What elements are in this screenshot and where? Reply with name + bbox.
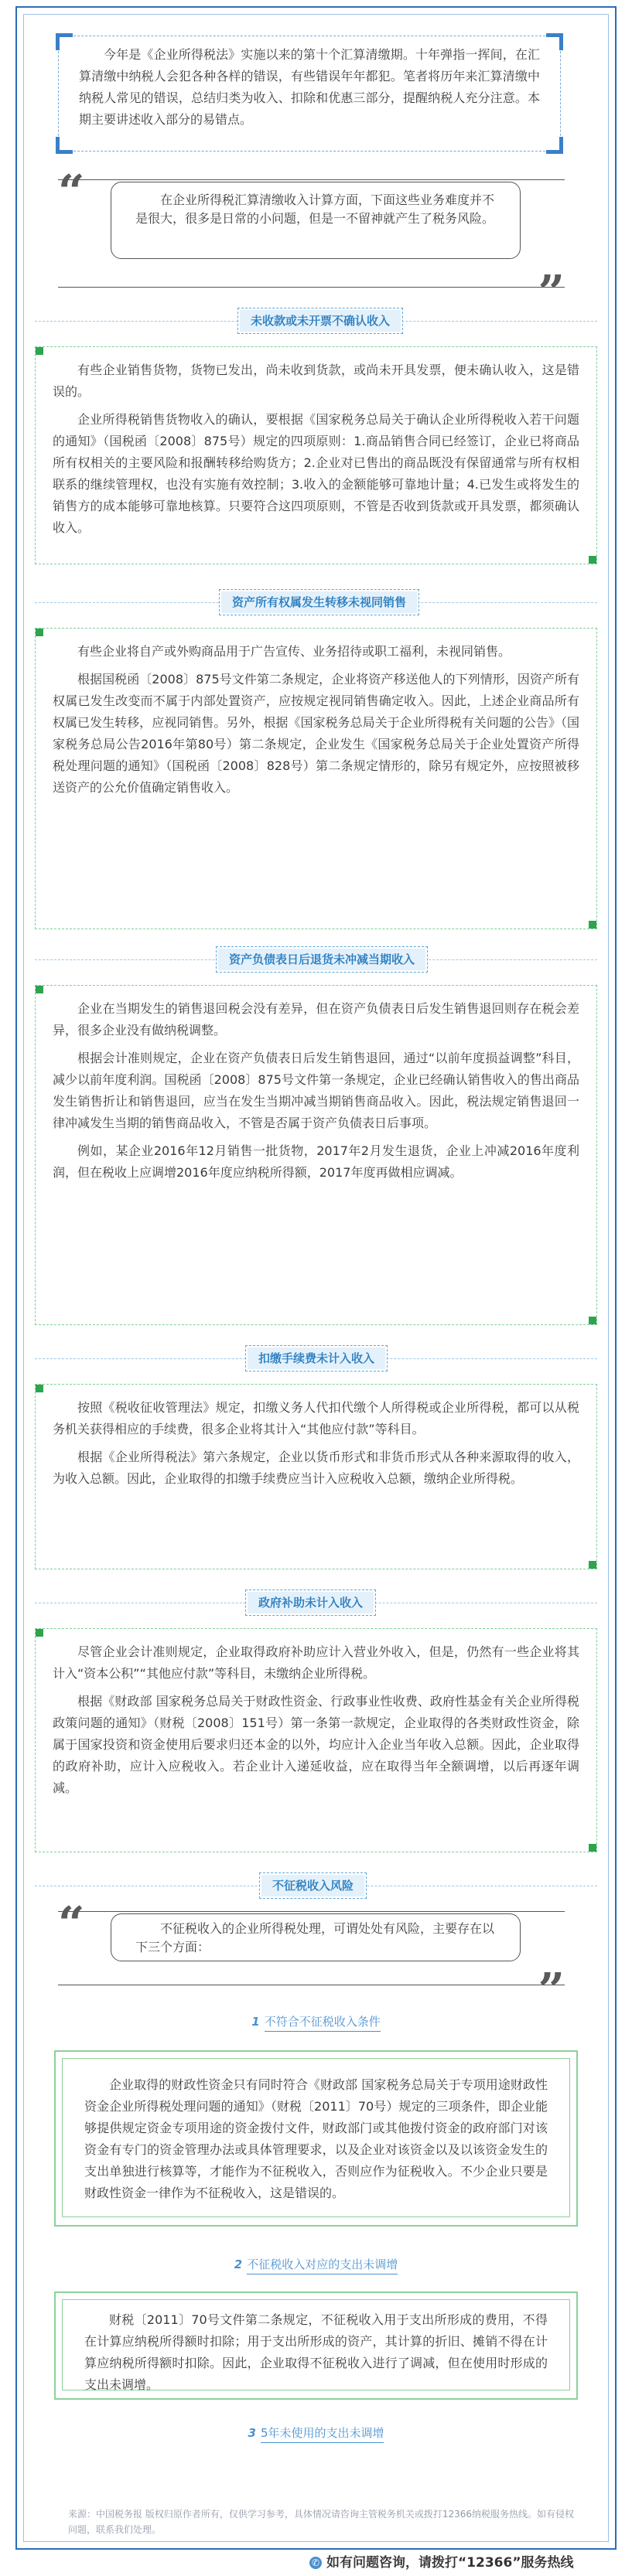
paragraph: 财税〔2011〕70号文件第二条规定，不征税收入用于支出所形成的费用，不得在计算应纳税所得额时扣除；用于支出所形成的资产，其计算的折旧、摊销不得在计算应纳税所得额时扣除。因此，企业取得不征税收入进行了调减，但在使用时形成的支出未调增。 (84, 2312, 548, 2392)
section-title-text: 不征税收入风险 (261, 1875, 364, 1896)
close-quote-icon: ” (538, 266, 565, 320)
section-box-4 (35, 1384, 597, 1569)
open-quote-icon: “ (58, 1897, 85, 1951)
source-note: 来源：中国税务报 版权归原作者所有，仅供学习参考，具体情况请咨询主管税务机关或拨打12366纳税服务热线。如有侵权问题，联系我们处理。 (68, 2509, 574, 2535)
subtitle-2 (35, 2256, 597, 2279)
paragraph: 有些企业销售货物，货物已发出，尚未收到货款，或尚未开具发票，便未确认收入，这是错误的。 (53, 363, 579, 399)
subtitle-number: 2 (234, 2257, 243, 2271)
spacer (54, 2455, 578, 2468)
subtitle-1 (35, 2013, 597, 2036)
quote-text-1: 在企业所得税汇算清缴收入计算方面，下面这些业务难度并不是很大，很多是日常的小问题，但是一不留神就产生了税务风险。 (135, 193, 495, 226)
section-title-text: 扣缴手续费未计入收入 (248, 1348, 385, 1369)
open-quote-icon: “ (58, 165, 85, 220)
sub-box-1 (54, 2050, 578, 2227)
section-box-1 (35, 346, 597, 564)
hotline (309, 2551, 574, 2571)
section-box-3 (35, 985, 597, 1325)
paragraph: 企业所得税销售货物收入的确认，要根据《国家税务总局关于确认企业所得税收入若干问题的通知》（国税函〔2008〕875号）规定的四项原则：1.商品销售合同已经签订，企业已将商品所有权相关的主要风险和报酬转移给购货方；2.企业对已售出的商品既没有保留通常与所有权相联系的继续管理权，也没有实施有效控制；3.收入的金额能够可靠地计量；4.已发生或将发生的销售方的成本能够可靠地核算。只要符合这四项原则，不管是否收到货款或开具发票，都须确认收入。 (53, 412, 579, 535)
subtitle-text: 不符合不征税收入条件 (265, 2015, 381, 2032)
paragraph: 例如，某企业2016年12月销售一批货物，2017年2月发生退货，企业上冲减2016年度利润，但在税收上应调增2016年度应纳税所得额，2017年度再做相应调减。 (53, 1143, 579, 1180)
subtitle-3 (35, 2424, 597, 2448)
section-box-5 (35, 1628, 597, 1852)
paragraph: 尽管企业会计准则规定，企业取得政府补助应计入营业外收入，但是，仍然有一些企业将其计入“资本公积”“其他应付款”等科目，未缴纳企业所得税。 (53, 1644, 579, 1681)
section-title-2 (35, 588, 597, 618)
subtitle-text: 不征税收入对应的支出未调增 (247, 2257, 398, 2274)
section-title-3 (35, 945, 597, 976)
paragraph: 有些企业将自产或外购商品用于广告宣传、业务招待或职工福利，未视同销售。 (77, 644, 511, 659)
paragraph: 根据国税函〔2008〕875号文件第二条规定，企业将资产移送他人的下列情形，因资产所有权属已发生改变而不属于内部处置资产，应按规定视同销售确定收入。因此，上述企业商品所有权属已发生转移，应视同销售。另外，根据《国家税务总局关于企业所得税有关问题的公告》（国家税务总局公告2016年第80号）第二条规定，企业发生《国家税务总局关于企业处置资产所得税处理问题的通知》（国税函〔2008〕828号）第二条规定情形的，除另有规定外，应按照被移送资产的公允价值确定销售收入。 (53, 672, 579, 795)
subtitle-text: 5年未使用的支出未调增 (261, 2426, 384, 2443)
section-title-text: 资产负债表日后退货未冲减当期收入 (218, 949, 425, 970)
section-title-1 (35, 306, 597, 337)
paragraph: 企业取得的财政性资金只有同时符合《财政部 国家税务总局关于专项用途财政性资金企业所得税处理问题的通知》（财税〔2011〕70号）规定的三项条件，即企业能够提供规定资金专项用途的资金拨付文件，财政部门或其他拨付资金的政府部门对该资金有专门的资金管理办法或具体管理要求，以及企业对该资金以及以该资金发生的支出单独进行核算等，才能作为不征税收入，否则应作为征税收入。不少企业只要是财政性资金一律作为不征税收入，这是错误的。 (84, 2077, 548, 2200)
quote-box-1 (58, 165, 565, 320)
subtitle-number: 3 (248, 2426, 256, 2440)
paragraph: 按照《税收征收管理法》规定，扣缴义务人代扣代缴个人所得税或企业所得税，都可以从税务机关获得相应的手续费，很多企业将其计入“其他应付款”等科目。 (53, 1400, 579, 1436)
sub-box-2 (54, 2291, 578, 2400)
quote-box-2 (58, 1897, 565, 2018)
section-title-text: 政府补助未计入收入 (248, 1592, 374, 1613)
section-title-4 (35, 1344, 597, 1375)
hotline-text: 如有问题咨询，请拨打“12366”服务热线 (326, 2555, 574, 2571)
section-title-text: 未收款或未开票不确认收入 (240, 310, 401, 332)
section-title-text: 资产所有权属发生转移未视同销售 (221, 591, 417, 613)
section-box-2 (35, 628, 597, 929)
intro-box (58, 36, 561, 152)
quote-text-2: 不征税收入的企业所得税处理，可谓处处有风险，主要存在以下三个方面： (135, 1921, 495, 1954)
paragraph: 根据《财政部 国家税务总局关于财政性资金、行政事业性收费、政府性基金有关企业所得税政策问题的通知》（财税〔2008〕151号）第一条第一款规定，企业取得的各类财政性资金，除属于国家投资和资金使用后要求归还本金的以外，均应计入企业当年收入总额。因此，企业取得的政府补助，应计入应税收入。若企业计入递延收益，应在取得当年全额调增，以后再逐年调减。 (53, 1694, 579, 1795)
phone-icon: ✆ (309, 2557, 322, 2569)
section-title-6 (35, 1871, 597, 1902)
intro-text: 今年是《企业所得税法》实施以来的第十个汇算清缴期。十年弹指一挥间，在汇算清缴中纳税人会犯各种各样的错误，有些错误年年都犯。笔者将历年来汇算清缴中纳税人常见的错误，总结归类为收入、扣除和优惠三部分，提醒纳税人充分注意。本期主要讲述收入部分的易错点。 (79, 47, 540, 127)
close-quote-icon: ” (538, 1964, 565, 2018)
paragraph: 企业在当期发生的销售退回税会没有差异，但在资产负债表日后发生销售退回则存在税会差异，很多企业没有做纳税调整。 (53, 1001, 579, 1038)
paragraph: 根据《企业所得税法》第六条规定，企业以货币形式和非货币形式从各种来源取得的收入，为收入总额。因此，企业取得的扣缴手续费应当计入应税收入总额，缴纳企业所得税。 (53, 1450, 579, 1486)
paragraph: 根据会计准则规定，企业在资产负债表日后发生销售退回，通过“以前年度损益调整”科目，减少以前年度利润。国税函〔2008〕875号文件第一条规定，企业已经确认销售收入的售出商品发生销售折让和销售退回，应当在发生当期冲减当期销售商品收入。因此，税法规定销售退回一律冲减发生当期的销售商品收入，不管是否属于资产负债表日后事项。 (53, 1051, 579, 1130)
section-title-5 (35, 1588, 597, 1619)
subtitle-number: 1 (251, 2015, 260, 2029)
